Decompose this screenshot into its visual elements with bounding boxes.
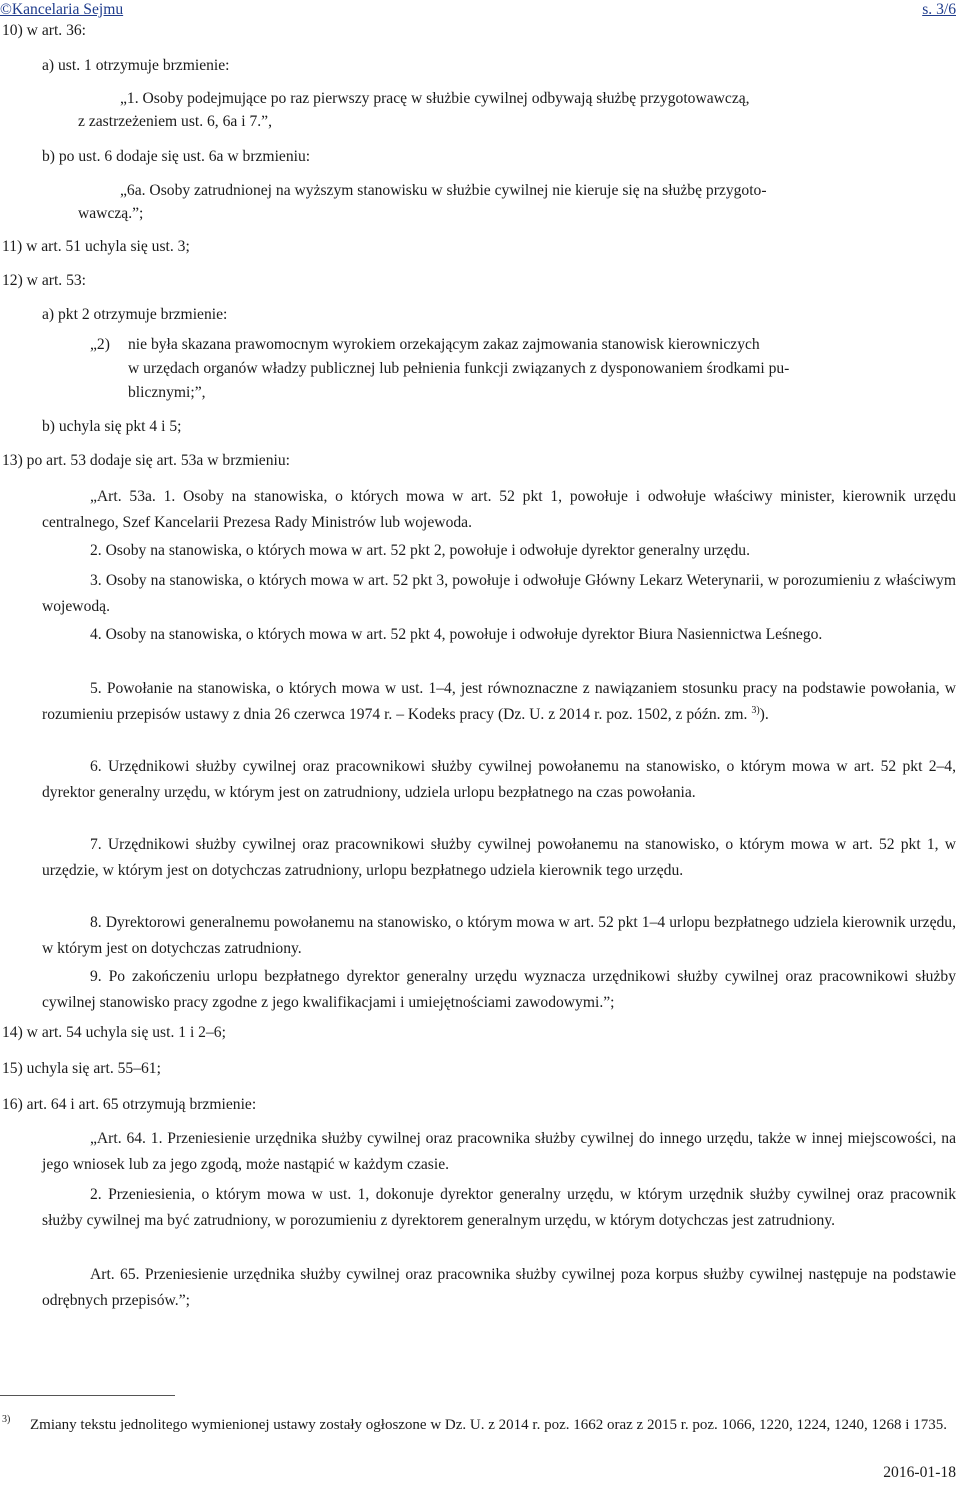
art64-par-1: „Art. 64. 1. Przeniesienie urzędnika służby cywilnej oraz pracownika służby cywilnej do innego urzędu, także w innej miejscowości, na jego wniosek lub za jego zgodą, może nastąpić w każdym czasie. <box>42 1130 956 1173</box>
item-15: 15) uchyla się art. 55–61; <box>2 1060 161 1077</box>
item-10b-text-1: „6a. Osoby zatrudnionej na wyższym stanowisku w służbie cywilnej nie kieruje się na służbę przygoto- <box>120 182 767 199</box>
item-12a-number: „2) <box>90 336 110 353</box>
item-12a: a) pkt 2 otrzymuje brzmienie: <box>42 306 228 323</box>
header-left: ©Kancelaria Sejmu <box>0 1 124 18</box>
item-14: 14) w art. 54 uchyla się ust. 1 i 2–6; <box>2 1024 226 1041</box>
art53a-par-7: 7. Urzędnikowi służby cywilnej oraz pracownikowi służby cywilnej powołanemu na stanowisko, o którym mowa w art. 52 pkt 1, w urzędzie, w którym jest on dotychczas zatrudniony, urlopu bezpłatnego udziela kierownik tego urzędu. <box>42 836 956 879</box>
item-12: 12) w art. 53: <box>2 272 87 289</box>
art53a-par-9: 9. Po zakończeniu urlopu bezpłatnego dyrektor generalny urzędu wyznacza urzędnikowi służby cywilnej oraz pracownikowi służby cywilnej stanowisko pracy zgodne z jego kwalifikacjami i umiejętnościami zawodowymi.”; <box>42 968 956 1011</box>
art65-par: Art. 65. Przeniesienie urzędnika służby cywilnej oraz pracownika służby cywilnej poza korpus służby cywilnej następuje na podstawie odrębnych przepisów.”; <box>42 1266 956 1309</box>
item-12a-line-2: w urzędach organów władzy publicznej lub pełnienia funkcji związanych z dysponowaniem środkami pu- <box>128 360 790 377</box>
item-10a-text-1: „1. Osoby podejmujące po raz pierwszy pracę w służbie cywilnej odbywają służbę przygotowawczą, <box>120 90 750 107</box>
item-10: 10) w art. 36: <box>2 22 87 39</box>
item-16: 16) art. 64 i art. 65 otrzymują brzmienie: <box>2 1096 257 1113</box>
footnote-reference: 3) <box>751 704 760 716</box>
item-10b: b) po ust. 6 dodaje się ust. 6a w brzmieniu: <box>42 148 311 165</box>
item-10b-text-2: wawczą.”; <box>78 205 144 222</box>
art53a-par-8: 8. Dyrektorowi generalnemu powołanemu na stanowisko, o którym mowa w art. 52 pkt 1–4 urlopu bezpłatnego udziela kierownik urzędu, w którym jest on dotychczas zatrudniony. <box>42 914 956 957</box>
item-12b: b) uchyla się pkt 4 i 5; <box>42 418 182 435</box>
art53a-par-5-text: 5. Powołanie na stanowiska, o których mowa w ust. 1–4, jest równoznaczne z nawiązaniem stosunku pracy na podstawie powołania, w rozumieniu przepisów ustawy z dnia 26 czerwca 1974 r. – Kodeks pracy (Dz. U. z 2014 r. poz. 1502, z późn. zm. <box>42 680 956 723</box>
art64-par-2: 2. Przeniesienia, o którym mowa w ust. 1, dokonuje dyrektor generalny urzędu, w którym urzędnik służby cywilnej oraz pracownik służby cywilnej ma być zatrudniony, w porozumieniu z dyrektorem generalnym urzędu, w którym dotychczas jest zatrudniony. <box>42 1186 956 1229</box>
art53a-par-3: 3. Osoby na stanowiska, o których mowa w art. 52 pkt 3, powołuje i odwołuje Główny Lekarz Weterynarii, w porozumieniu z właściwym wojewodą. <box>42 572 956 615</box>
item-10a: a) ust. 1 otrzymuje brzmienie: <box>42 57 230 74</box>
item-10a-text-2: z zastrzeżeniem ust. 6, 6a i 7.”, <box>78 113 272 130</box>
page-number: s. 3/6 <box>922 1 956 18</box>
art53a-par-1: „Art. 53a. 1. Osoby na stanowiska, o których mowa w art. 52 pkt 1, powołuje i odwołuje właściwy minister, kierownik urzędu centralnego, Szef Kancelarii Prezesa Rady Ministrów lub wojewoda. <box>42 488 956 531</box>
art53a-par-5 <box>42 676 956 728</box>
item-13: 13) po art. 53 dodaje się art. 53a w brzmieniu: <box>2 452 290 469</box>
item-12a-line-3: blicznymi;”, <box>128 384 206 401</box>
footnote-divider <box>0 1395 175 1396</box>
document-date: 2016-01-18 <box>883 1464 956 1481</box>
art53a-par-6: 6. Urzędnikowi służby cywilnej oraz pracownikowi służby cywilnej powołanemu na stanowisko, o którym mowa w art. 52 pkt 2–4, dyrektor generalny urzędu, w którym jest on zatrudniony, udziela urlopu bezpłatnego na czas powołania. <box>42 758 956 801</box>
footnote-mark: 3) <box>2 1414 11 1425</box>
item-11: 11) w art. 51 uchyla się ust. 3; <box>2 238 190 255</box>
art53a-par-4: 4. Osoby na stanowiska, o których mowa w art. 52 pkt 4, powołuje i odwołuje dyrektor Biura Nasiennictwa Leśnego. <box>90 626 823 643</box>
item-12a-line-1: nie była skazana prawomocnym wyrokiem orzekającym zakaz zajmowania stanowisk kierowniczych <box>128 336 760 353</box>
art53a-par-5-tail: ). <box>759 706 769 723</box>
footnote-text: Zmiany tekstu jednolitego wymienionej ustawy zostały ogłoszone w Dz. U. z 2014 r. poz. 1662 oraz z 2015 r. poz. 1066, 1220, 1224, 1240, 1268 i 1735. <box>30 1417 947 1433</box>
art53a-par-2: 2. Osoby na stanowiska, o których mowa w art. 52 pkt 2, powołuje i odwołuje dyrektor generalny urzędu. <box>90 542 750 559</box>
